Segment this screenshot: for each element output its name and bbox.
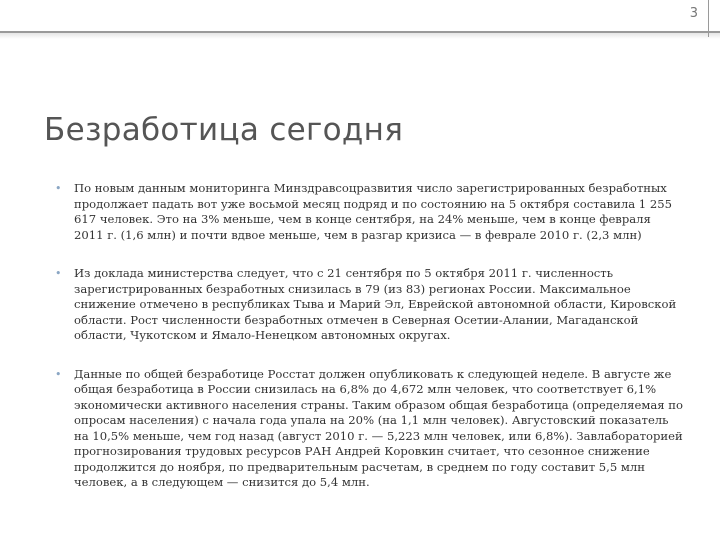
bullet-list [54, 181, 684, 491]
bullet-icon: • [55, 367, 62, 381]
page-number: 3 [689, 6, 698, 21]
bullet-icon: • [55, 182, 62, 195]
bullet-item [54, 266, 684, 344]
header-shadow-band [0, 33, 720, 39]
bullet-item [54, 367, 684, 491]
bullet-text: Из доклада министерства следует, что с 21 сентября по 5 октября 2011 г. численность зарегистрированных безработных снизилась в 79 (из 83) регионах России. Максимальное снижение отмечено в республиках Тыва и Марий Эл, Еврейской автономной области, Кировской области. Рост численности безработных отмечен в Северная Осетии-Алании, Магаданской области, Чукотском и Ямало-Ненецком автономных округах. [74, 266, 677, 342]
bullet-icon: • [55, 267, 62, 280]
bullet-text: Данные по общей безработице Росстат должен опубликовать к следующей неделе. В августе же общая безработица в России снизилась на 6,8% до 4,672 млн человек, что соответствует 6,1% экономически активного населения страны. Таким образом общая безработица (определяемая по опросам населения) с начала года упала на 20% (на 1,1 млн человек). Августовский показатель на 10,5% меньше, чем год назад (август 2010 г. — 5,223 млн человек, или 6,8%). Завлабораторией прогнозирования трудовых ресурсов РАН Андрей Коровкин считает, что сезонное снижение продолжится до ноября, по предварительным расчетам, в среднем по году составит 5,5 млн человек, а в следующем — снизится до 5,4 млн. [74, 366, 683, 489]
slide-title: Безработица сегодня [44, 112, 404, 148]
bullet-item [54, 181, 684, 243]
page-number-divider [708, 0, 709, 37]
bullet-text: По новым данным мониторинга Минздравсоцразвития число зарегистрированных безработных продолжает падать вот уже восьмой месяц подряд и по состоянию на 5 октября составила 1 255 617 человек. Это на 3% меньше, чем в конце сентября, на 24% меньше, чем в конце февраля 2011 г. (1,6 млн) и почти вдвое меньше, чем в разгар кризиса — в феврале 2010 г. (2,3 млн) [74, 181, 673, 242]
